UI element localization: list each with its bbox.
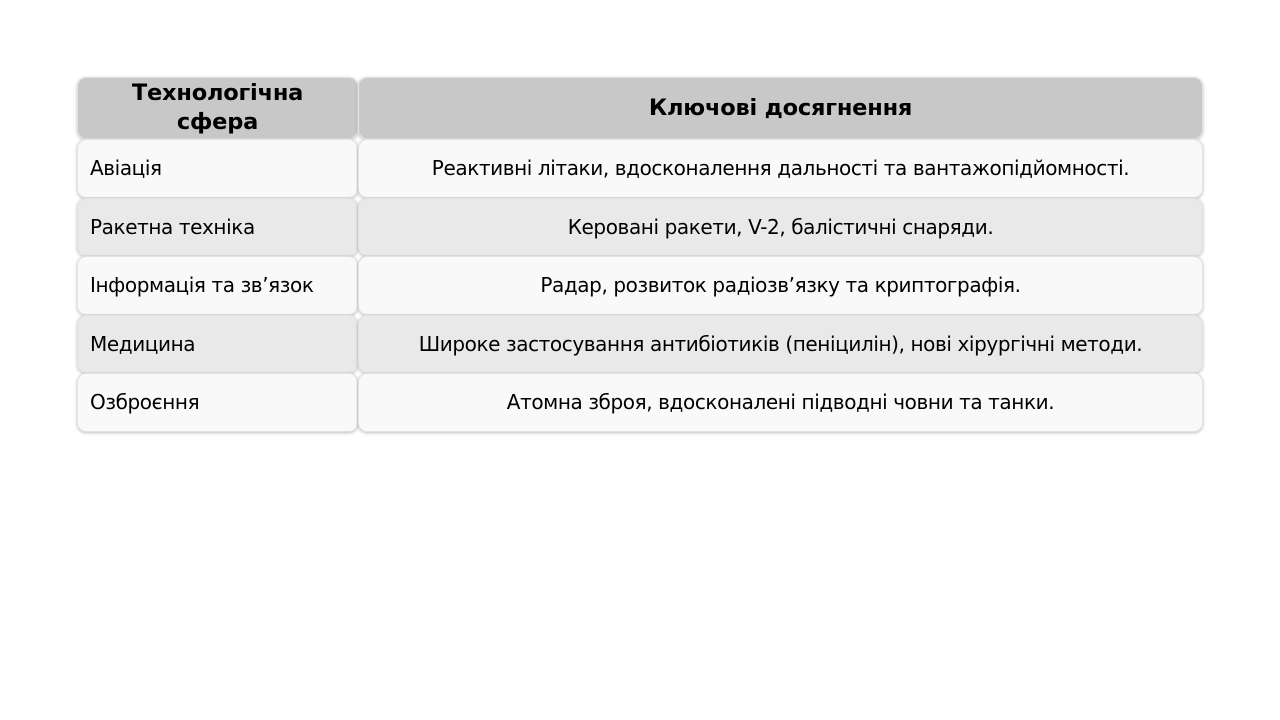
achievements-table (77, 77, 1203, 432)
sphere-cell: Інформація та зв’язок (77, 256, 358, 315)
sphere-cell: Ракетна техніка (77, 198, 358, 257)
sphere-cell: Медицина (77, 315, 358, 374)
table-row (77, 256, 1203, 315)
achievements-cell: Атомна зброя, вдосконалені підводні човни та танки. (358, 373, 1203, 432)
achievements-cell: Реактивні літаки, вдосконалення дальності та вантажопідйомності. (358, 139, 1203, 198)
header-technology-sphere: Технологічна сфера (77, 77, 358, 139)
achievements-cell: Керовані ракети, V-2, балістичні снаряди. (358, 198, 1203, 257)
achievements-cell: Радар, розвиток радіозв’язку та криптографія. (358, 256, 1203, 315)
table-header-row (77, 77, 1203, 139)
sphere-cell: Озброєння (77, 373, 358, 432)
sphere-cell: Авіація (77, 139, 358, 198)
table-row (77, 139, 1203, 198)
table-row (77, 315, 1203, 374)
table-row (77, 373, 1203, 432)
header-key-achievements: Ключові досягнення (358, 77, 1203, 139)
table-row (77, 198, 1203, 257)
achievements-cell: Широке застосування антибіотиків (пеніцилін), нові хірургічні методи. (358, 315, 1203, 374)
